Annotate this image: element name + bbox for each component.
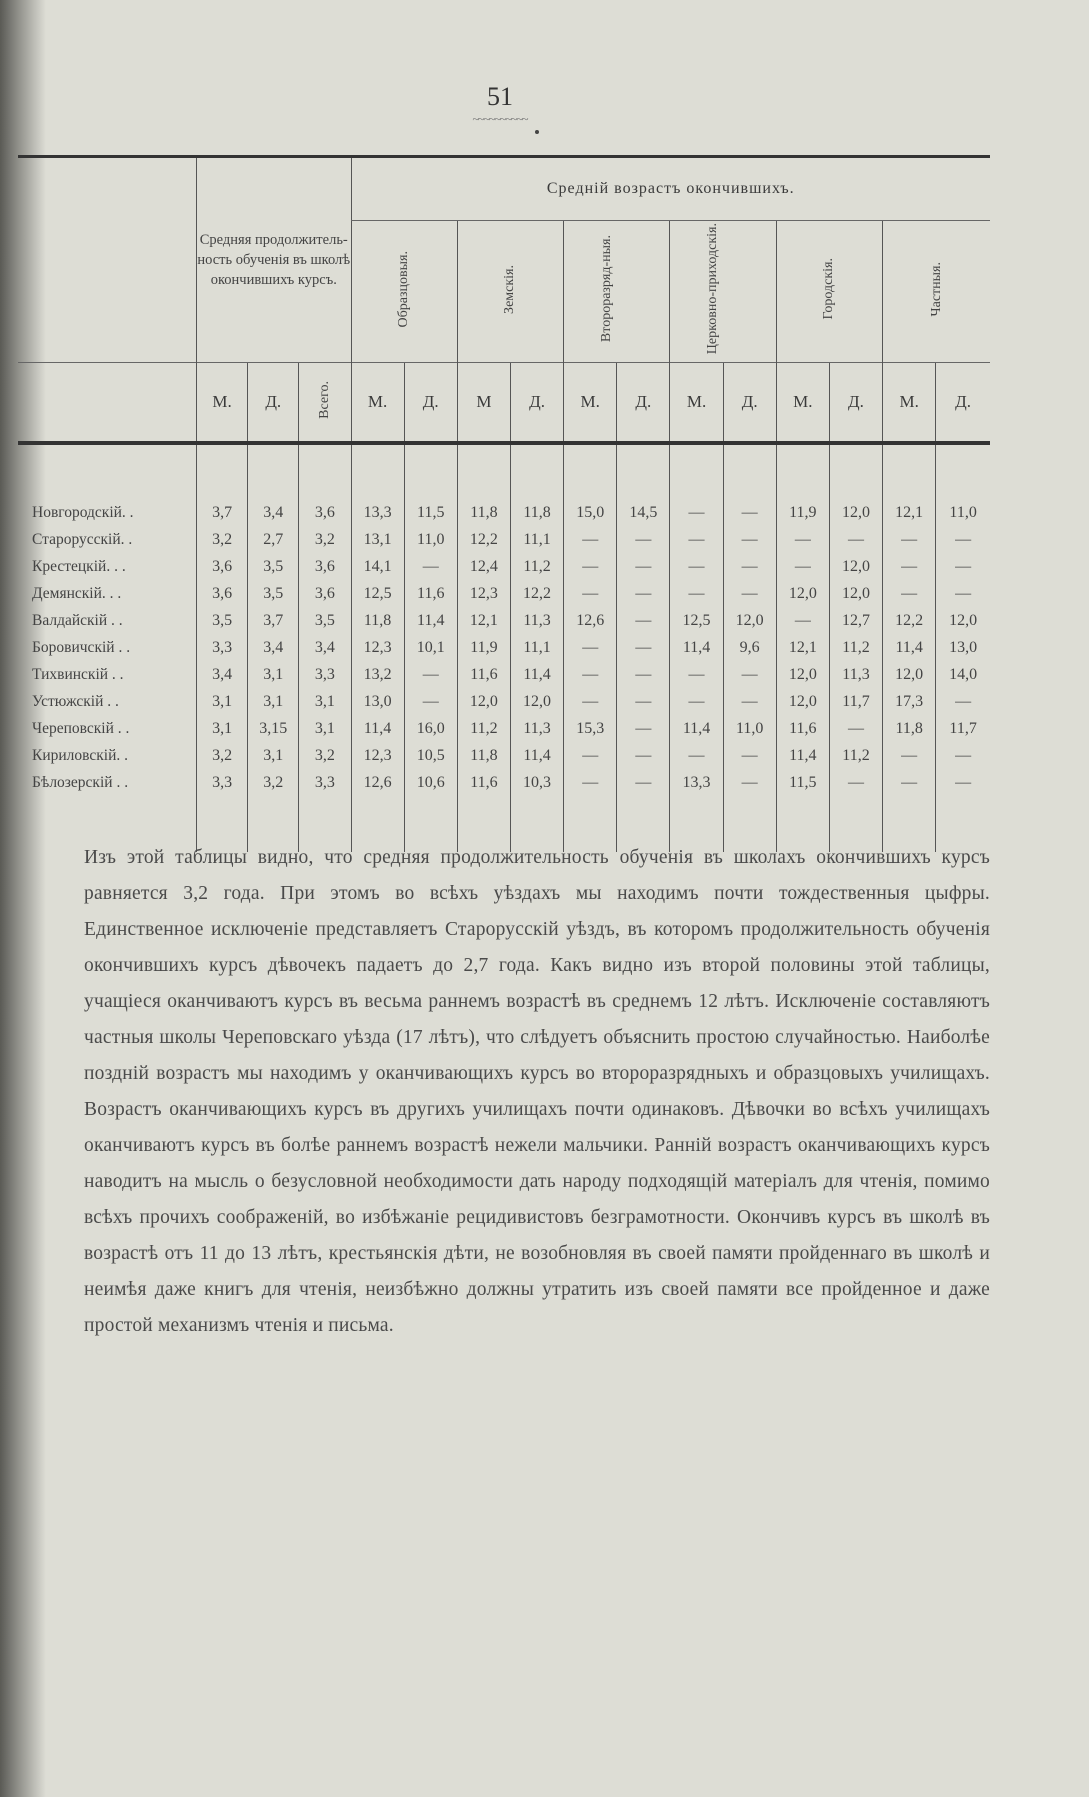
table-cell: 11,8 — [510, 499, 563, 526]
district-name: Череповскій . . — [32, 720, 130, 737]
table-cell: 11,1 — [510, 634, 563, 661]
table-cell: 11,2 — [829, 634, 882, 661]
district-name: Устюжскій . . — [32, 693, 119, 710]
table-cell: 3,3 — [299, 769, 351, 796]
table-cell: 3,3 — [197, 634, 248, 661]
table-cell: — — [404, 661, 457, 688]
table-cell: — — [670, 742, 723, 769]
table-cell: — — [670, 661, 723, 688]
district-header-cell — [18, 157, 197, 363]
sub-header: М. — [564, 363, 617, 443]
table-row — [18, 526, 990, 553]
table-cell: 11,1 — [510, 526, 563, 553]
table-cell: 11,4 — [510, 742, 563, 769]
table-cell: 11,9 — [457, 634, 510, 661]
table-cell: 11,4 — [670, 715, 723, 742]
table-cell: — — [936, 553, 990, 580]
table-cell: — — [670, 499, 723, 526]
duration-header: Средняя продолжитель-ность обученія въ школѣ окончившихъ курсъ. — [197, 157, 351, 363]
table-cell: 11,8 — [883, 715, 936, 742]
table-cell: 14,5 — [617, 499, 670, 526]
table-cell: — — [776, 526, 829, 553]
district-name: Кириловскій. . — [32, 747, 129, 764]
school-type-header: Церковно-приходскія. — [670, 221, 776, 363]
ornament-divider: ~~~~~~~~~~ — [472, 112, 528, 126]
school-type-header: Второразряд-ныя. — [564, 221, 670, 363]
sub-header: М — [457, 363, 510, 443]
table-cell: 15,3 — [564, 715, 617, 742]
table-row — [18, 742, 990, 769]
table-cell: 13,3 — [351, 499, 404, 526]
table-cell: 3,6 — [197, 580, 248, 607]
table-cell: — — [883, 526, 936, 553]
table-cell: 3,7 — [248, 607, 299, 634]
table-cell: 12,0 — [883, 661, 936, 688]
table-cell: 12,3 — [351, 742, 404, 769]
table-row — [18, 553, 990, 580]
table-cell: — — [829, 526, 882, 553]
table-cell: 11,4 — [510, 661, 563, 688]
table-cell: 11,3 — [829, 661, 882, 688]
table-cell: 11,5 — [776, 769, 829, 796]
table-cell: 3,5 — [197, 607, 248, 634]
table-cell: — — [776, 607, 829, 634]
table-cell: — — [564, 688, 617, 715]
table-row — [18, 769, 990, 796]
table-cell: — — [617, 769, 670, 796]
table-cell: 13,2 — [351, 661, 404, 688]
table-cell: 12,6 — [564, 607, 617, 634]
table-cell: 12,1 — [776, 634, 829, 661]
table-cell: 3,1 — [299, 715, 351, 742]
district-name: Крестецкій. . . — [32, 558, 126, 575]
table-cell: 3,5 — [248, 553, 299, 580]
table-cell: — — [936, 688, 990, 715]
table-cell: 10,1 — [404, 634, 457, 661]
table-cell: 12,0 — [829, 553, 882, 580]
table-cell: 11,4 — [351, 715, 404, 742]
table-cell: 3,1 — [299, 688, 351, 715]
table-cell: — — [883, 769, 936, 796]
table-cell: 12,5 — [351, 580, 404, 607]
table-cell: — — [936, 742, 990, 769]
table-cell: — — [617, 715, 670, 742]
table-cell: 3,2 — [248, 769, 299, 796]
sub-header: М. — [197, 363, 248, 443]
table-cell: 12,5 — [670, 607, 723, 634]
table-cell: 11,0 — [723, 715, 776, 742]
table-cell: 11,5 — [404, 499, 457, 526]
table-row — [18, 499, 990, 526]
table-cell: 3,4 — [299, 634, 351, 661]
table-cell: 12,0 — [776, 688, 829, 715]
table-row — [18, 634, 990, 661]
table-cell: — — [936, 769, 990, 796]
table-cell: 12,2 — [510, 580, 563, 607]
table-cell: 3,4 — [197, 661, 248, 688]
table-cell: — — [617, 634, 670, 661]
table-cell: 11,8 — [457, 742, 510, 769]
table-cell: 3,1 — [248, 688, 299, 715]
table-cell: 11,8 — [351, 607, 404, 634]
table-cell: 3,2 — [197, 526, 248, 553]
table-cell: — — [883, 742, 936, 769]
table-cell: 11,7 — [829, 688, 882, 715]
table-cell: 12,3 — [351, 634, 404, 661]
table-body — [18, 499, 990, 796]
sub-header: Д. — [248, 363, 299, 443]
table-cell: 11,4 — [776, 742, 829, 769]
table-cell: 3,1 — [248, 661, 299, 688]
table-cell: 14,1 — [351, 553, 404, 580]
table-cell: — — [564, 526, 617, 553]
table-cell: 3,5 — [299, 607, 351, 634]
table-cell: 12,0 — [776, 661, 829, 688]
table-cell: — — [723, 526, 776, 553]
table-cell: 3,2 — [197, 742, 248, 769]
table-cell: 12,1 — [883, 499, 936, 526]
table-cell: 3,1 — [248, 742, 299, 769]
table-cell: 12,0 — [829, 499, 882, 526]
table-row — [18, 607, 990, 634]
table-cell: — — [670, 580, 723, 607]
table-cell: — — [670, 553, 723, 580]
table-cell: 16,0 — [404, 715, 457, 742]
table-cell: — — [776, 553, 829, 580]
table-cell: 13,0 — [936, 634, 990, 661]
district-name: Тихвинскій . . — [32, 666, 124, 683]
table-cell: 3,4 — [248, 634, 299, 661]
table-cell: — — [723, 769, 776, 796]
table-cell: 11,0 — [936, 499, 990, 526]
district-name: Боровичскій . . — [32, 639, 131, 656]
table-cell: 12,3 — [457, 580, 510, 607]
table-cell: 3,4 — [248, 499, 299, 526]
sub-header: М. — [670, 363, 723, 443]
table-cell: — — [723, 553, 776, 580]
sub-header: Д. — [723, 363, 776, 443]
table-cell: 12,0 — [510, 688, 563, 715]
table-cell: 3,15 — [248, 715, 299, 742]
table-cell: 11,4 — [883, 634, 936, 661]
table-cell: — — [617, 553, 670, 580]
table-cell: 12,0 — [457, 688, 510, 715]
school-type-header: Земскія. — [457, 221, 563, 363]
sub-header: Всего. — [299, 363, 351, 443]
table-cell: — — [404, 553, 457, 580]
sub-header: Д. — [617, 363, 670, 443]
table-cell: 11,4 — [670, 634, 723, 661]
table-cell: — — [723, 742, 776, 769]
table-cell: — — [670, 688, 723, 715]
table-cell: 3,6 — [299, 553, 351, 580]
table-cell: 3,2 — [299, 526, 351, 553]
table-cell: 10,3 — [510, 769, 563, 796]
table-cell: — — [564, 553, 617, 580]
table-cell: — — [617, 580, 670, 607]
table-cell: 11,4 — [404, 607, 457, 634]
table-cell: 12,4 — [457, 553, 510, 580]
table-cell: 3,7 — [197, 499, 248, 526]
table-cell: — — [829, 769, 882, 796]
table-cell: 11,2 — [457, 715, 510, 742]
district-name: Новгородскій. . — [32, 504, 134, 521]
table-cell: — — [564, 661, 617, 688]
table-cell: 9,6 — [723, 634, 776, 661]
table-cell: 11,3 — [510, 607, 563, 634]
table-cell: 11,8 — [457, 499, 510, 526]
statistics-table — [18, 155, 990, 852]
table-cell: 12,0 — [776, 580, 829, 607]
table-row — [18, 715, 990, 742]
district-name: Валдайскій . . — [32, 612, 123, 629]
table-cell: — — [564, 634, 617, 661]
table-cell: 12,0 — [936, 607, 990, 634]
table-cell: 15,0 — [564, 499, 617, 526]
table-cell: — — [829, 715, 882, 742]
table-row — [18, 661, 990, 688]
table-cell: 11,6 — [457, 769, 510, 796]
table-cell: 3,1 — [197, 688, 248, 715]
table-cell: — — [617, 661, 670, 688]
table-cell: 11,3 — [510, 715, 563, 742]
table-cell: 13,1 — [351, 526, 404, 553]
table-cell: 12,1 — [457, 607, 510, 634]
table-cell: 11,9 — [776, 499, 829, 526]
district-subheader-cell — [18, 363, 197, 443]
school-type-header: Городскія. — [776, 221, 882, 363]
sub-header: М. — [883, 363, 936, 443]
table-cell: — — [723, 688, 776, 715]
ornament-dot — [535, 130, 539, 134]
sub-header: М. — [351, 363, 404, 443]
table-cell: — — [404, 688, 457, 715]
table-cell: 3,6 — [299, 580, 351, 607]
table-cell: 12,2 — [457, 526, 510, 553]
table-cell: 11,2 — [829, 742, 882, 769]
sub-header: М. — [776, 363, 829, 443]
sub-header: Д. — [404, 363, 457, 443]
table-cell: 10,5 — [404, 742, 457, 769]
table-cell: — — [564, 742, 617, 769]
body-paragraph: Изъ этой таблицы видно, что средняя продолжительность обученія въ школахъ окончившихъ курсъ равняется 3,2 года. При этомъ во всѣхъ уѣздахъ мы находимъ почти тождественныя цыфры. Единственное исключеніе представляетъ Старорусскій уѣздъ, въ которомъ продолжительность обученія окончившихъ курсъ дѣвочекъ падаетъ до 2,7 года. Какъ видно изъ второй половины этой таблицы, учащіеся оканчиваютъ курсъ въ весьма раннемъ возрастѣ въ среднемъ 12 лѣтъ. Исключеніе составляютъ частныя школы Череповскаго уѣзда (17 лѣтъ), что слѣдуетъ объяснить простою случайностью. Наиболѣе поздній возрастъ мы находимъ у оканчивающихъ курсъ во второразрядныхъ и образцовыхъ училищахъ. Возрастъ оканчивающихъ курсъ въ другихъ училищахъ почти одинаковъ. Дѣвочки во всѣхъ училищахъ оканчиваютъ курсъ въ болѣе раннемъ возрастѣ нежели мальчики. Ранній возрастъ оканчивающихъ курсъ наводитъ на мысль о безусловной необходимости дать народу подходящій матеріалъ для чтенія, помимо всѣхъ прочихъ соображеній, во избѣжаніе рецидивистовъ безграмотности. Окончивъ курсъ въ школѣ въ возрастѣ отъ 11 до 13 лѣтъ, крестьянскія дѣти, не возобновляя въ своей памяти пройденнаго въ школѣ и неимѣя даже книгъ для чтенія, неизбѣжно должны утратить изъ своей памяти все пройденное и даже простой механизмъ чтенія и письма. — [84, 847, 990, 1336]
table-cell: 3,1 — [197, 715, 248, 742]
table-cell: 3,6 — [299, 499, 351, 526]
sub-header: Д. — [936, 363, 990, 443]
table-cell: 11,7 — [936, 715, 990, 742]
table-cell: — — [883, 553, 936, 580]
table-cell: 13,3 — [670, 769, 723, 796]
table-cell: — — [936, 526, 990, 553]
age-group-header: Средній возрастъ окончившихъ. — [351, 157, 990, 221]
table-cell: 13,0 — [351, 688, 404, 715]
table-cell: 2,7 — [248, 526, 299, 553]
sub-header: Д. — [510, 363, 563, 443]
table-cell: — — [617, 526, 670, 553]
table-cell: — — [617, 607, 670, 634]
table-cell: 3,2 — [299, 742, 351, 769]
table-cell: — — [883, 580, 936, 607]
table-cell: 14,0 — [936, 661, 990, 688]
sub-header: Д. — [829, 363, 882, 443]
table-cell: — — [617, 688, 670, 715]
table-cell: 11,6 — [404, 580, 457, 607]
table-cell: — — [670, 526, 723, 553]
table-cell: 12,2 — [883, 607, 936, 634]
school-type-header: Частныя. — [883, 221, 990, 363]
table-cell: 12,6 — [351, 769, 404, 796]
page-number: 51 — [487, 82, 513, 111]
table-cell: — — [564, 580, 617, 607]
table-cell: 11,6 — [776, 715, 829, 742]
table-cell: 3,3 — [197, 769, 248, 796]
table-cell: 10,6 — [404, 769, 457, 796]
district-name: Демянскій. . . — [32, 585, 122, 602]
table-cell: 11,2 — [510, 553, 563, 580]
table-cell: 11,0 — [404, 526, 457, 553]
table-cell: 3,3 — [299, 661, 351, 688]
table-row — [18, 580, 990, 607]
table-row — [18, 688, 990, 715]
table-cell: — — [723, 580, 776, 607]
table-cell: 12,7 — [829, 607, 882, 634]
school-type-header: Образцовыя. — [351, 221, 457, 363]
table-cell: 3,5 — [248, 580, 299, 607]
table-cell: — — [564, 769, 617, 796]
table-cell: — — [617, 742, 670, 769]
table-cell: 17,3 — [883, 688, 936, 715]
table-cell: 12,0 — [829, 580, 882, 607]
table-cell: 11,6 — [457, 661, 510, 688]
district-name: Бѣлозерскій . . — [32, 774, 129, 791]
table-cell: — — [936, 580, 990, 607]
district-name: Старорусскій. . — [32, 531, 133, 548]
table-cell: 12,0 — [723, 607, 776, 634]
table-cell: 3,6 — [197, 553, 248, 580]
table-cell: — — [723, 661, 776, 688]
table-cell: — — [723, 499, 776, 526]
